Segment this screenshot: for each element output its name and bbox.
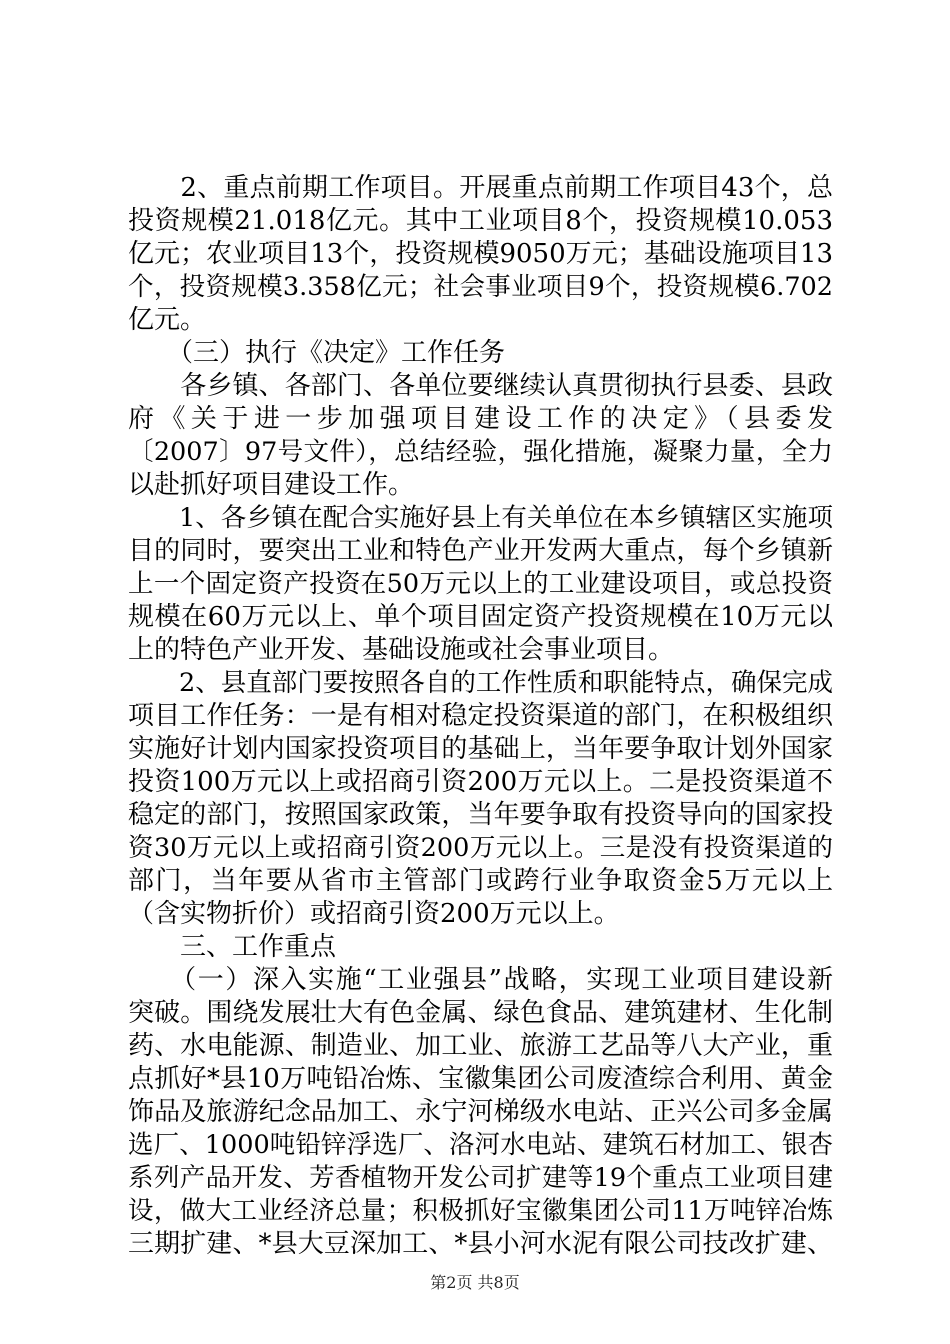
paragraph [128,502,833,667]
text-line: （三）执行《决定》工作任务 [128,338,506,368]
paragraph [128,964,833,1261]
text-line: 药、水电能源、制造业、加工业、旅游工艺品等八大产业，重 [128,1031,833,1061]
text-line: 三、工作重点 [128,932,337,962]
text-line: 部门，当年要从省市主管部门或跨行业争取资金5万元以上 [128,866,833,896]
page-footer: 第2页 共8页 [430,1273,520,1292]
text-line: 亿元。 [128,305,207,335]
text-line: 设，做大工业经济总量；积极抓好宝徽集团公司11万吨锌冶炼 [128,1196,833,1226]
text-line: 上的特色产业开发、基础设施或社会事业项目。 [128,635,675,665]
document-body [128,172,833,1261]
text-line: 点抓好*县10万吨铅冶炼、宝徽集团公司废渣综合利用、黄金 [128,1064,833,1094]
paragraph [128,172,833,337]
text-line: 投资规模21.018亿元。其中工业项目8个，投资规模10.053 [128,206,833,236]
text-line: 实施好计划内国家投资项目的基础上，当年要争取计划外国家 [128,734,833,764]
paragraph [128,337,833,370]
text-line: 府《关于进一步加强项目建设工作的决定》（县委发 [128,404,833,434]
text-line: 稳定的部门，按照国家政策，当年要争取有投资导向的国家投 [128,800,833,830]
text-line: 三期扩建、*县大豆深加工、*县小河水泥有限公司技改扩建、 [128,1229,833,1259]
text-line: 系列产品开发、芳香植物开发公司扩建等19个重点工业项目建 [128,1163,833,1193]
text-line: 突破。围绕发展壮大有色金属、绿色食品、建筑建材、生化制 [128,998,833,1028]
paragraph [128,931,833,964]
text-line: 饰品及旅游纪念品加工、永宁河梯级水电站、正兴公司多金属 [128,1097,833,1127]
text-line: （含实物折价）或招商引资200万元以上。 [128,899,620,929]
text-line: 项目工作任务：一是有相对稳定投资渠道的部门，在积极组织 [128,701,833,731]
text-line: 2、重点前期工作项目。开展重点前期工作项目43个，总 [128,173,833,203]
text-line: 资30万元以上或招商引资200万元以上。三是没有投资渠道的 [128,833,833,863]
text-line: 亿元；农业项目13个，投资规模9050万元；基础设施项目13 [128,239,833,269]
text-line: 目的同时，要突出工业和特色产业开发两大重点，每个乡镇新 [128,536,833,566]
text-line: 个，投资规模3.358亿元；社会事业项目9个，投资规模6.702 [128,272,833,302]
text-line: 1、各乡镇在配合实施好县上有关单位在本乡镇辖区实施项 [128,503,833,533]
text-line: 以赴抓好项目建设工作。 [128,470,415,500]
paragraph [128,370,833,502]
text-line: 各乡镇、各部门、各单位要继续认真贯彻执行县委、县政 [128,371,833,401]
text-line: （一）深入实施“工业强县”战略，实现工业项目建设新 [128,965,833,995]
text-line: 2、县直部门要按照各自的工作性质和职能特点，确保完成 [128,668,833,698]
paragraph [128,667,833,931]
text-line: 选厂、1000吨铅锌浮选厂、洛河水电站、建筑石材加工、银杏 [128,1130,833,1160]
text-line: 上一个固定资产投资在50万元以上的工业建设项目，或总投资 [128,569,833,599]
text-line: 〔2007〕97号文件），总结经验，强化措施，凝聚力量，全力 [128,437,833,467]
text-line: 规模在60万元以上、单个项目固定资产投资规模在10万元以 [128,602,833,632]
text-line: 投资100万元以上或招商引资200万元以上。二是投资渠道不 [128,767,833,797]
